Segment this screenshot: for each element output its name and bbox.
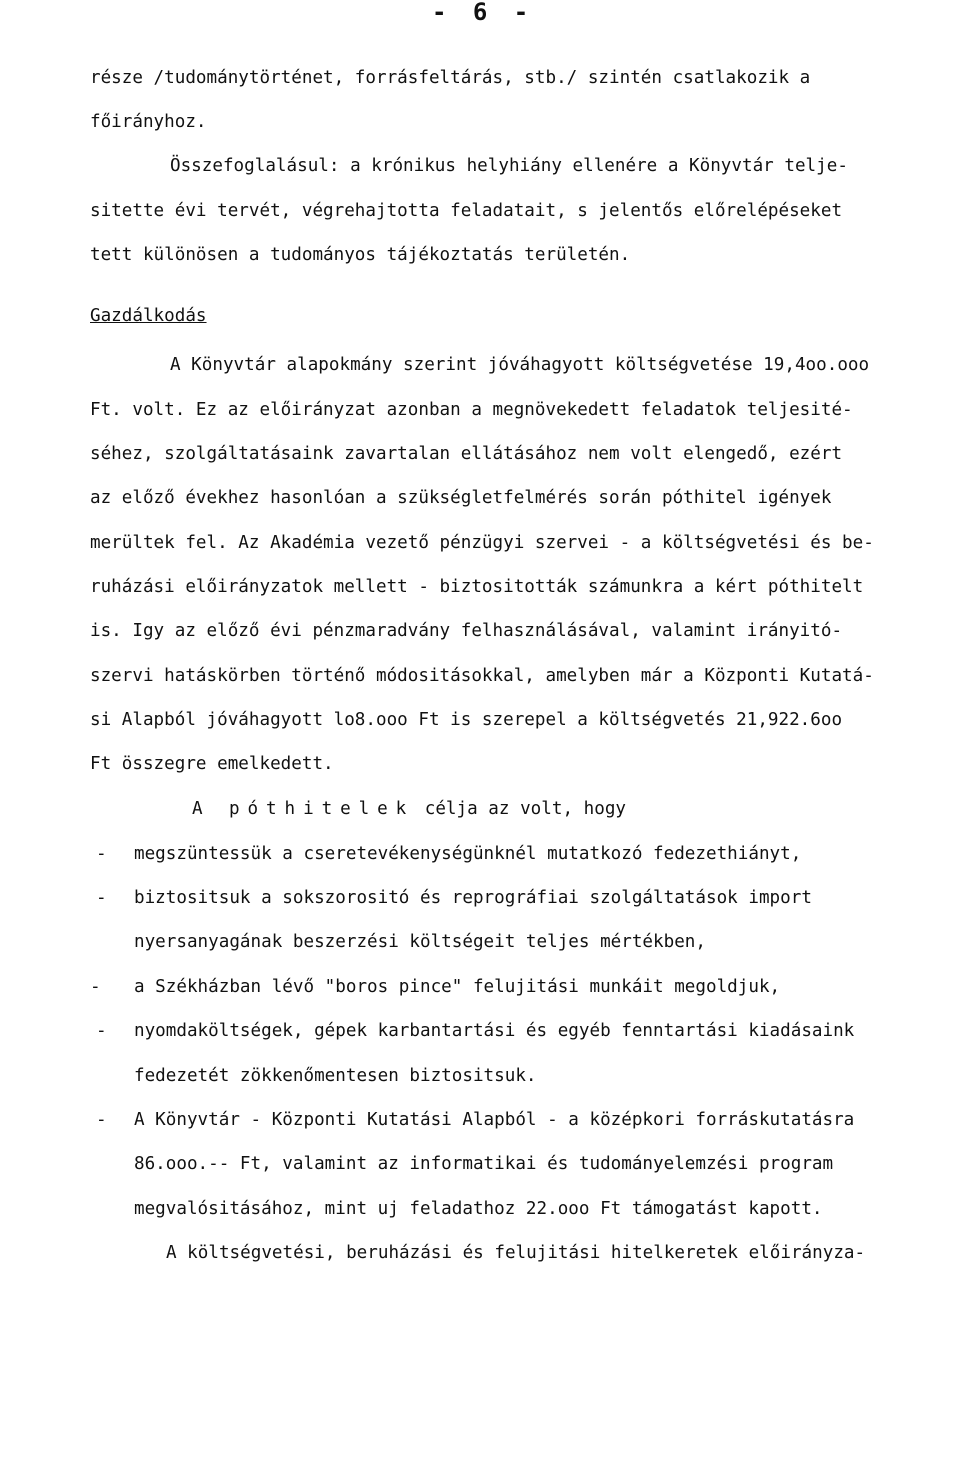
bullet-line: megszüntessük a cseretevékenységünknél mutatkozó fedezethiányt,: [134, 844, 802, 864]
intro-line-2: főirányhoz.: [90, 112, 207, 132]
bullet-line: fedezetét zökkenőmentesen biztositsuk.: [134, 1066, 537, 1086]
page-number: - 6 -: [432, 0, 535, 26]
bullet-dash: -: [96, 888, 107, 908]
paragraph-line: az előző évekhez hasonlóan a szükségletfelmérés során póthitel igények: [90, 488, 832, 508]
purpose-rest-text: célja az volt, hogy: [414, 799, 627, 819]
paragraph-line: si Alapból jóváhagyott lo8.ooo Ft is szerepel a költségvetés 21,922.6oo: [90, 710, 843, 730]
summary-line-2: sitette évi tervét, végrehajtotta feladatait, s jelentős előrelépéseket: [90, 201, 843, 221]
paragraph-line: Ft. volt. Ez az előirányzat azonban a megnövekedett feladatok teljesité-: [90, 400, 853, 420]
paragraph-line: A Könyvtár alapokmány szerint jóváhagyott költségvetése 19,4oo.ooo: [170, 355, 870, 375]
bullet-dash: -: [96, 844, 107, 864]
paragraph-line: Ft összegre emelkedett.: [90, 754, 334, 774]
bullet-line: 86.ooo.-- Ft, valamint az informatikai és tudományelemzési program: [134, 1154, 834, 1174]
bullet-dash: -: [96, 1021, 107, 1041]
paragraph-line: szervi hatáskörben történő módositásokkal, amelyben már a Központi Kutatá-: [90, 666, 874, 686]
paragraph-line: ruházási előirányzatok mellett - biztositották számunkra a kért póthitelt: [90, 577, 864, 597]
paragraph-line: is. Igy az előző évi pénzmaradvány felhasználásával, valamint irányitó-: [90, 621, 843, 641]
summary-line-3: tett különösen a tudományos tájékoztatás területén.: [90, 245, 631, 265]
closing-line: A költségvetési, beruházási és felujitási hitelkeretek előirányza-: [166, 1243, 866, 1263]
bullet-line: A Könyvtár - Központi Kutatási Alapból - a középkori forráskutatásra: [134, 1110, 855, 1130]
paragraph-line: merültek fel. Az Akadémia vezető pénzügyi szervei - a költségvetési és be-: [90, 533, 874, 553]
bullet-dash: -: [96, 1110, 107, 1130]
intro-line-1: része /tudománytörténet, forrásfeltárás, stb./ szintén csatlakozik a: [90, 68, 811, 88]
bullet-dash: -: [90, 977, 101, 997]
bullet-line: a Székházban lévő "boros pince" felujitási munkáit megoldjuk,: [134, 977, 781, 997]
bullet-line: megvalósitásához, mint uj feladathoz 22.ooo Ft támogatást kapott.: [134, 1199, 823, 1219]
bullet-line: nyersanyagának beszerzési költségeit teljes mértékben,: [134, 932, 706, 952]
bullet-line: biztositsuk a sokszorositó és reprográfiai szolgáltatások import: [134, 888, 812, 908]
purpose-spaced-text: A póthitelek: [192, 799, 415, 819]
section-heading: Gazdálkodás: [90, 306, 207, 326]
bullet-line: nyomdaköltségek, gépek karbantartási és egyéb fenntartási kiadásaink: [134, 1021, 855, 1041]
summary-line-1: Összefoglalásul: a krónikus helyhiány ellenére a Könyvtár telje-: [170, 156, 848, 176]
paragraph-line: séhez, szolgáltatásaink zavartalan ellátásához nem volt elengedő, ezért: [90, 444, 843, 464]
purpose-line: [192, 797, 626, 821]
